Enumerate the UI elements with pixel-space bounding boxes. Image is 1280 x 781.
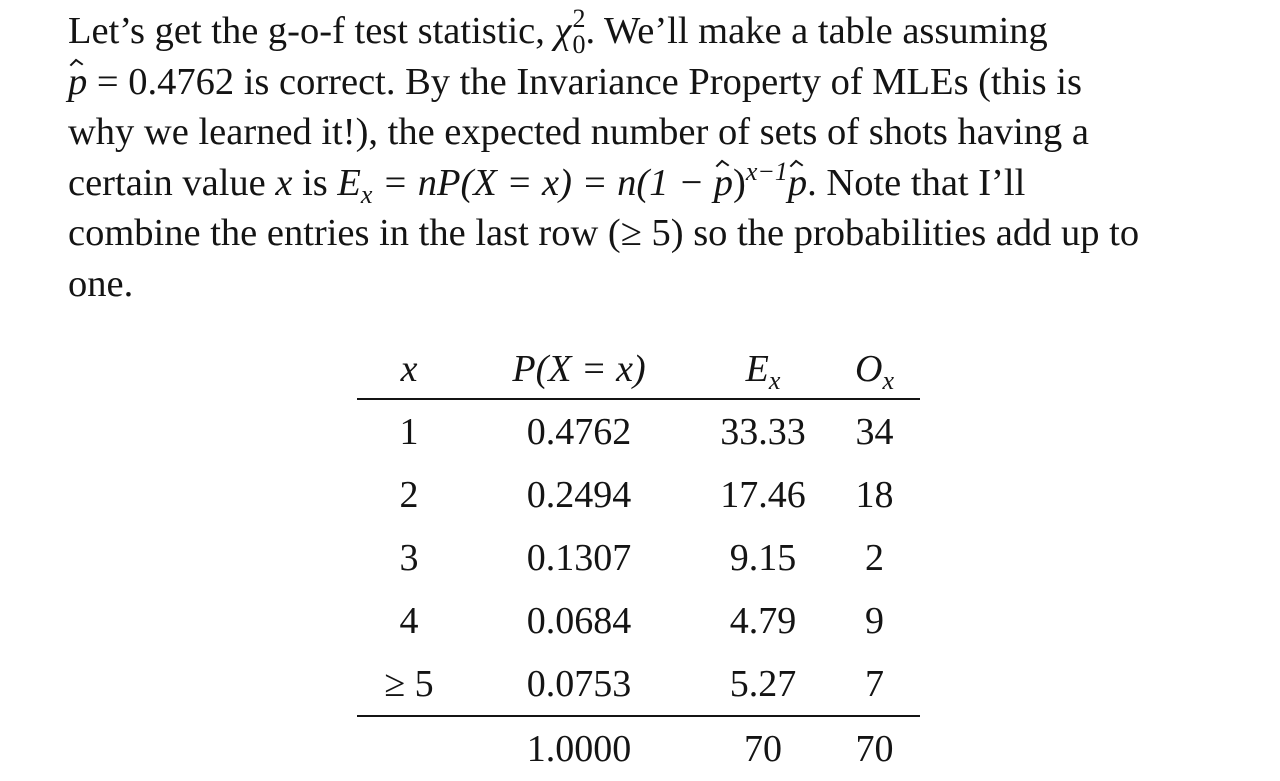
chi-squared-symbol: χ 2 0: [554, 4, 586, 59]
table-total-row: 1.0000 70 70: [357, 716, 920, 780]
explanation-paragraph: [68, 6, 1228, 310]
table-row: 3 0.1307 9.15 2: [399, 536, 884, 579]
table-row: 2 0.2494 17.46 18: [399, 473, 894, 516]
distribution-table: [357, 340, 920, 780]
table-header-row: [357, 340, 920, 399]
header-observed: $O_x$: [855, 348, 894, 395]
text-line-3: why we learned it!), the expected number of sets of shots having a: [68, 111, 1090, 154]
header-probability: P(X = x): [512, 348, 646, 390]
text-line-2: p = 0.4762 is correct. By the Invariance Property of MLEs (this is: [68, 57, 1228, 108]
table-row: 4 0.0684 4.79 9: [399, 599, 884, 642]
p-hat-symbol: p: [68, 57, 87, 108]
table-row: ≥ 5 0.0753 5.27 7: [384, 662, 884, 705]
text-line-4: certain value x is $E_x = nP(X = x) = n(1 - p)^{x-1}p$. Note that I’ll: [68, 156, 1026, 209]
header-expected: $E_x$: [745, 348, 781, 395]
text-line-5: combine the entries in the last row (≥ 5) so the probabilities add up to: [68, 212, 1140, 255]
text-line-6: one.: [68, 262, 134, 305]
table-row: 1 0.4762 33.33 34: [399, 410, 894, 453]
header-x: x: [400, 348, 418, 390]
text-line-1: Let’s get the g-o-f test statistic, χ 2 0 . We’ll make a table assuming: [68, 4, 1048, 59]
